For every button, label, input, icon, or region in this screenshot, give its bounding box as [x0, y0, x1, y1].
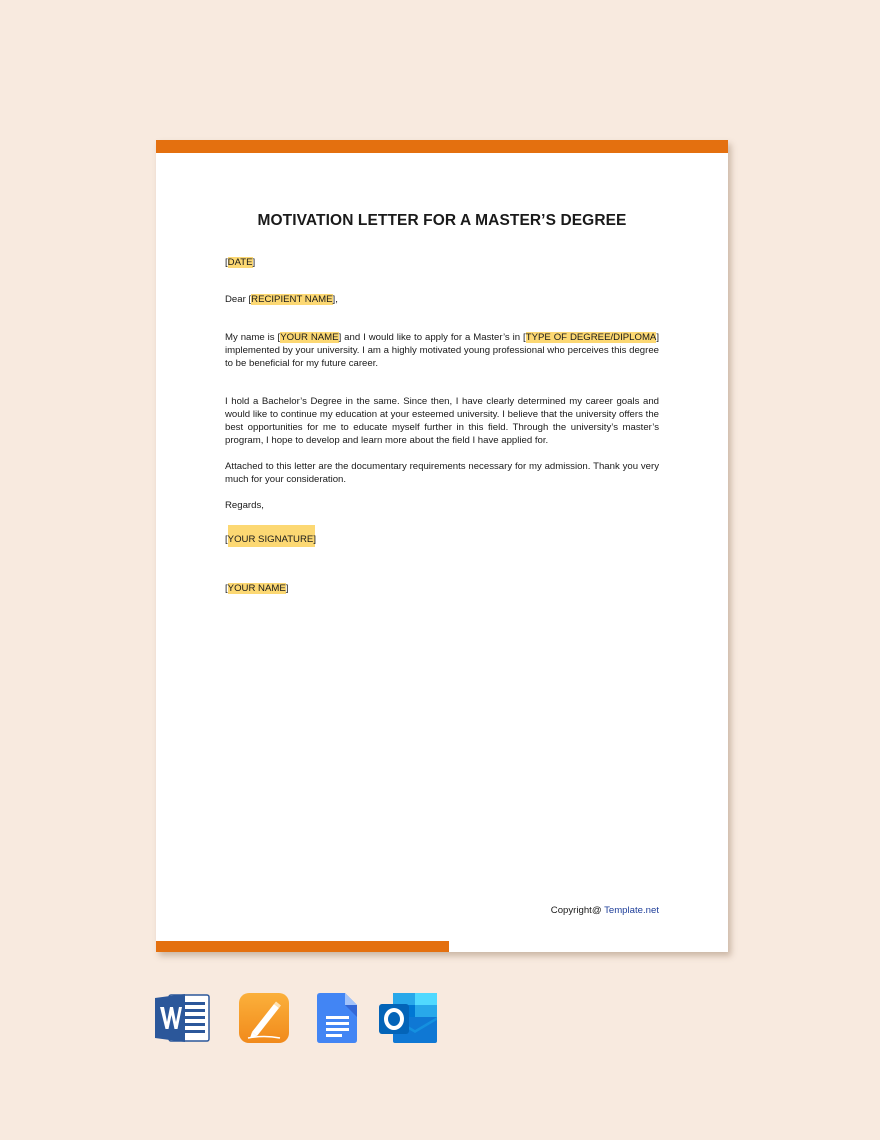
name-line: [YOUR NAME] — [225, 583, 289, 594]
date-line: [DATE] — [225, 257, 256, 268]
template-link[interactable]: Template.net — [604, 905, 659, 916]
copyright-notice: Copyright@ Template.net — [550, 905, 659, 916]
degree-placeholder: TYPE OF DEGREE/DIPLOMA — [525, 332, 657, 343]
paragraph-background: I hold a Bachelor’s Degree in the same. Since then, I have clearly determined my career goals and would like to continue my education at your esteemed university. I believe that the university offers the best opportunities for me to educate myself further in this field. Through the university’s master’s program, I hope to develop and learn more about the field I have applied for. — [225, 396, 659, 446]
signature-placeholder: YOUR SIGNATURE — [227, 534, 314, 545]
signature-line: [YOUR SIGNATURE] — [225, 534, 316, 545]
google-docs-icon[interactable] — [317, 992, 359, 1044]
header-accent-bar — [156, 140, 728, 153]
closing-regards: Regards, — [225, 500, 264, 511]
recipient-placeholder: RECIPIENT NAME — [251, 294, 333, 305]
outlook-icon[interactable] — [379, 992, 439, 1044]
paragraph-intro: My name is [YOUR NAME] and I would like to apply for a Master’s in [TYPE OF DEGREE/DIPLOMA] implemented by your university. I am a highly motivated young professional who perceives this degree to be beneficial for my future career. — [225, 332, 660, 369]
salutation: Dear [RECIPIENT NAME], — [225, 294, 338, 305]
name-placeholder: YOUR NAME — [227, 583, 286, 594]
pages-icon[interactable] — [238, 992, 290, 1044]
document-page — [156, 140, 728, 952]
document-title: MOTIVATION LETTER FOR A MASTER’S DEGREE — [257, 212, 627, 229]
date-placeholder: DATE — [227, 257, 253, 268]
word-icon[interactable] — [155, 992, 211, 1044]
footer-accent-bar — [156, 941, 449, 952]
your-name-placeholder: YOUR NAME — [280, 332, 339, 343]
paragraph-closing: Attached to this letter are the documentary requirements necessary for my admission. Thank you very much for your consideration. — [225, 461, 659, 485]
